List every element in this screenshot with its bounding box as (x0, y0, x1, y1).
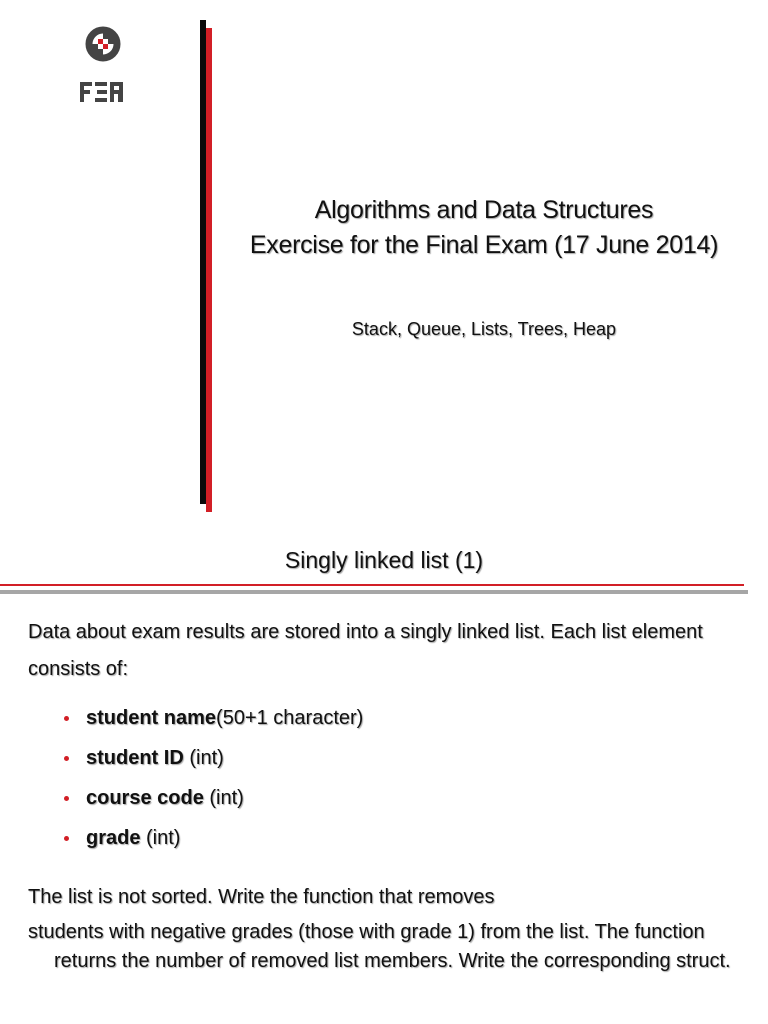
field-name: grade (86, 827, 141, 849)
field-list (62, 698, 363, 858)
fer-logo-icon (74, 24, 132, 106)
list-item (62, 778, 363, 818)
field-detail: (int) (183, 747, 224, 769)
slide-heading: Singly linked list (1) (284, 547, 484, 573)
bullet-dot-icon (64, 796, 69, 801)
field-name: student name (86, 707, 217, 729)
bullet-dot-icon (64, 756, 69, 761)
list-item (62, 738, 363, 778)
title-line-2: Exercise for the Final Exam (17 June 2014) (249, 231, 719, 259)
field-name: student ID (86, 747, 184, 769)
task-line-1: The list is not sorted. Write the function that removes (28, 886, 495, 908)
divider-bar-red (206, 28, 212, 512)
fer-logo (74, 24, 132, 106)
bullet-dot-icon (64, 836, 69, 841)
field-detail: (int) (140, 827, 181, 849)
field-name: course code (86, 787, 204, 809)
content-slide (0, 530, 768, 1024)
slide-subtitle: Stack, Queue, Lists, Trees, Heap (351, 319, 617, 339)
field-detail: (int) (203, 787, 244, 809)
title-line-1: Algorithms and Data Structures (314, 196, 654, 224)
list-item (62, 818, 363, 858)
field-detail: (50+1 character) (216, 707, 364, 729)
heading-rule-gray (0, 590, 748, 594)
task-line-2: students with negative grades (those with grade 1) from the list. The function returns the number of removed list members. Write the corresponding struct. (28, 921, 731, 972)
slide-title (220, 193, 748, 263)
bullet-dot-icon (64, 716, 69, 721)
intro-paragraph: Data about exam results are stored into a singly linked list. Each list element consists of: (28, 621, 703, 680)
list-item (62, 698, 363, 738)
heading-rule-red (0, 584, 744, 586)
